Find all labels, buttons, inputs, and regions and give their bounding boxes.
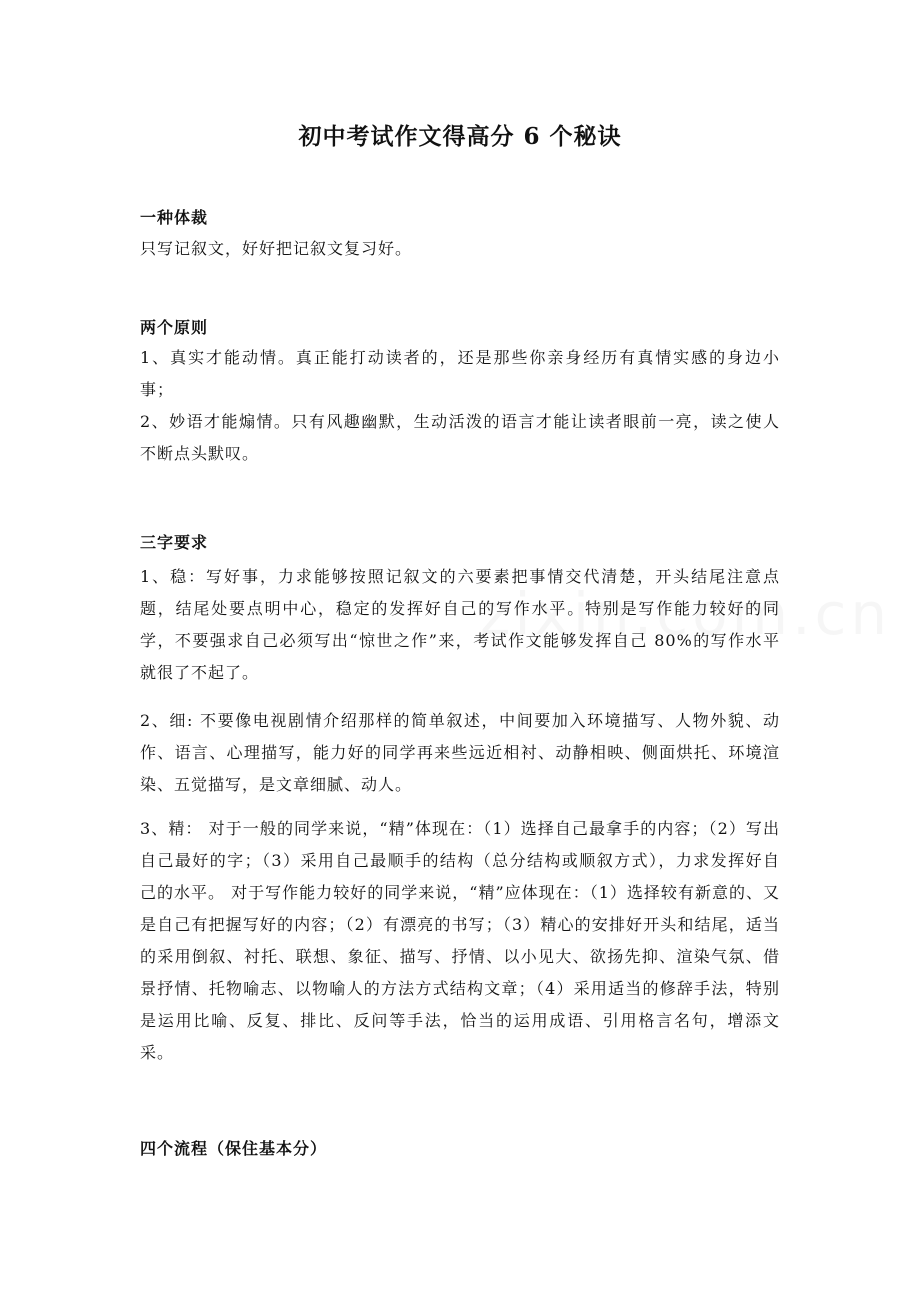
paragraph: 1、真实才能动情。真正能打动读者的，还是那些你亲身经历有真情实感的身边小事； bbox=[140, 348, 780, 399]
paragraph: 2、妙语才能煽情。只有风趣幽默，生动活泼的语言才能让读者眼前一亮，读之使人不断点头默叹。 bbox=[140, 412, 780, 463]
section-heading-requirements: 三字要求 bbox=[140, 533, 209, 552]
paragraph: 2、细: 不要像电视剧情介绍那样的简单叙述，中间要加入环境描写、人物外貌、动作、语言、心理描写，能力好的同学再来些远近相衬、动静相映、侧面烘托、环境渲染、五觉描写，是文章细腻、动人。 bbox=[140, 711, 780, 794]
paragraph: 1、稳：写好事，力求能够按照记叙文的六要素把事情交代清楚，开头结尾注意点题，结尾处要点明中心，稳定的发挥好自己的写作水平。特别是写作能力较好的同学，不要强求自己必须写出“惊世之作”来，考试作文能够发挥自己 80%的写作水平就很了不起了。 bbox=[140, 567, 780, 682]
document-title: 初中考试作文得高分 6 个秘诀 bbox=[298, 123, 622, 150]
section-heading-process: 四个流程（保住基本分） bbox=[140, 1139, 328, 1158]
section-heading-principles: 两个原则 bbox=[140, 318, 209, 337]
paragraph: 只写记叙文，好好把记叙文复习好。 bbox=[140, 239, 413, 258]
paragraph: 3、精： 对于一般的同学来说，“精”体现在：（1）选择自己最拿手的内容；（2）写出自己最好的字；（3）采用自己最顺手的结构（总分结构或顺叙方式），力求发挥好自己的水平。 对于写作能力较好的同学来说，“精”应体现在：（1）选择较有新意的、又是自己有把握写好的内容；（2）有漂亮的书写；（3）精心的安排好开头和结尾，适当的采用倒叙、衬托、联想、象征、描写、抒情、以小见大、欲扬先抑、渲染气氛、借景抒情、托物喻志、以物喻人的方法方式结构文章；（4）采用适当的修辞手法，特别是运用比喻、反复、排比、反问等手法，恰当的运用成语、引用格言名句，增添文采。 bbox=[140, 819, 780, 1062]
section-heading-genre: 一种体裁 bbox=[140, 208, 209, 227]
document-page bbox=[140, 0, 780, 1302]
